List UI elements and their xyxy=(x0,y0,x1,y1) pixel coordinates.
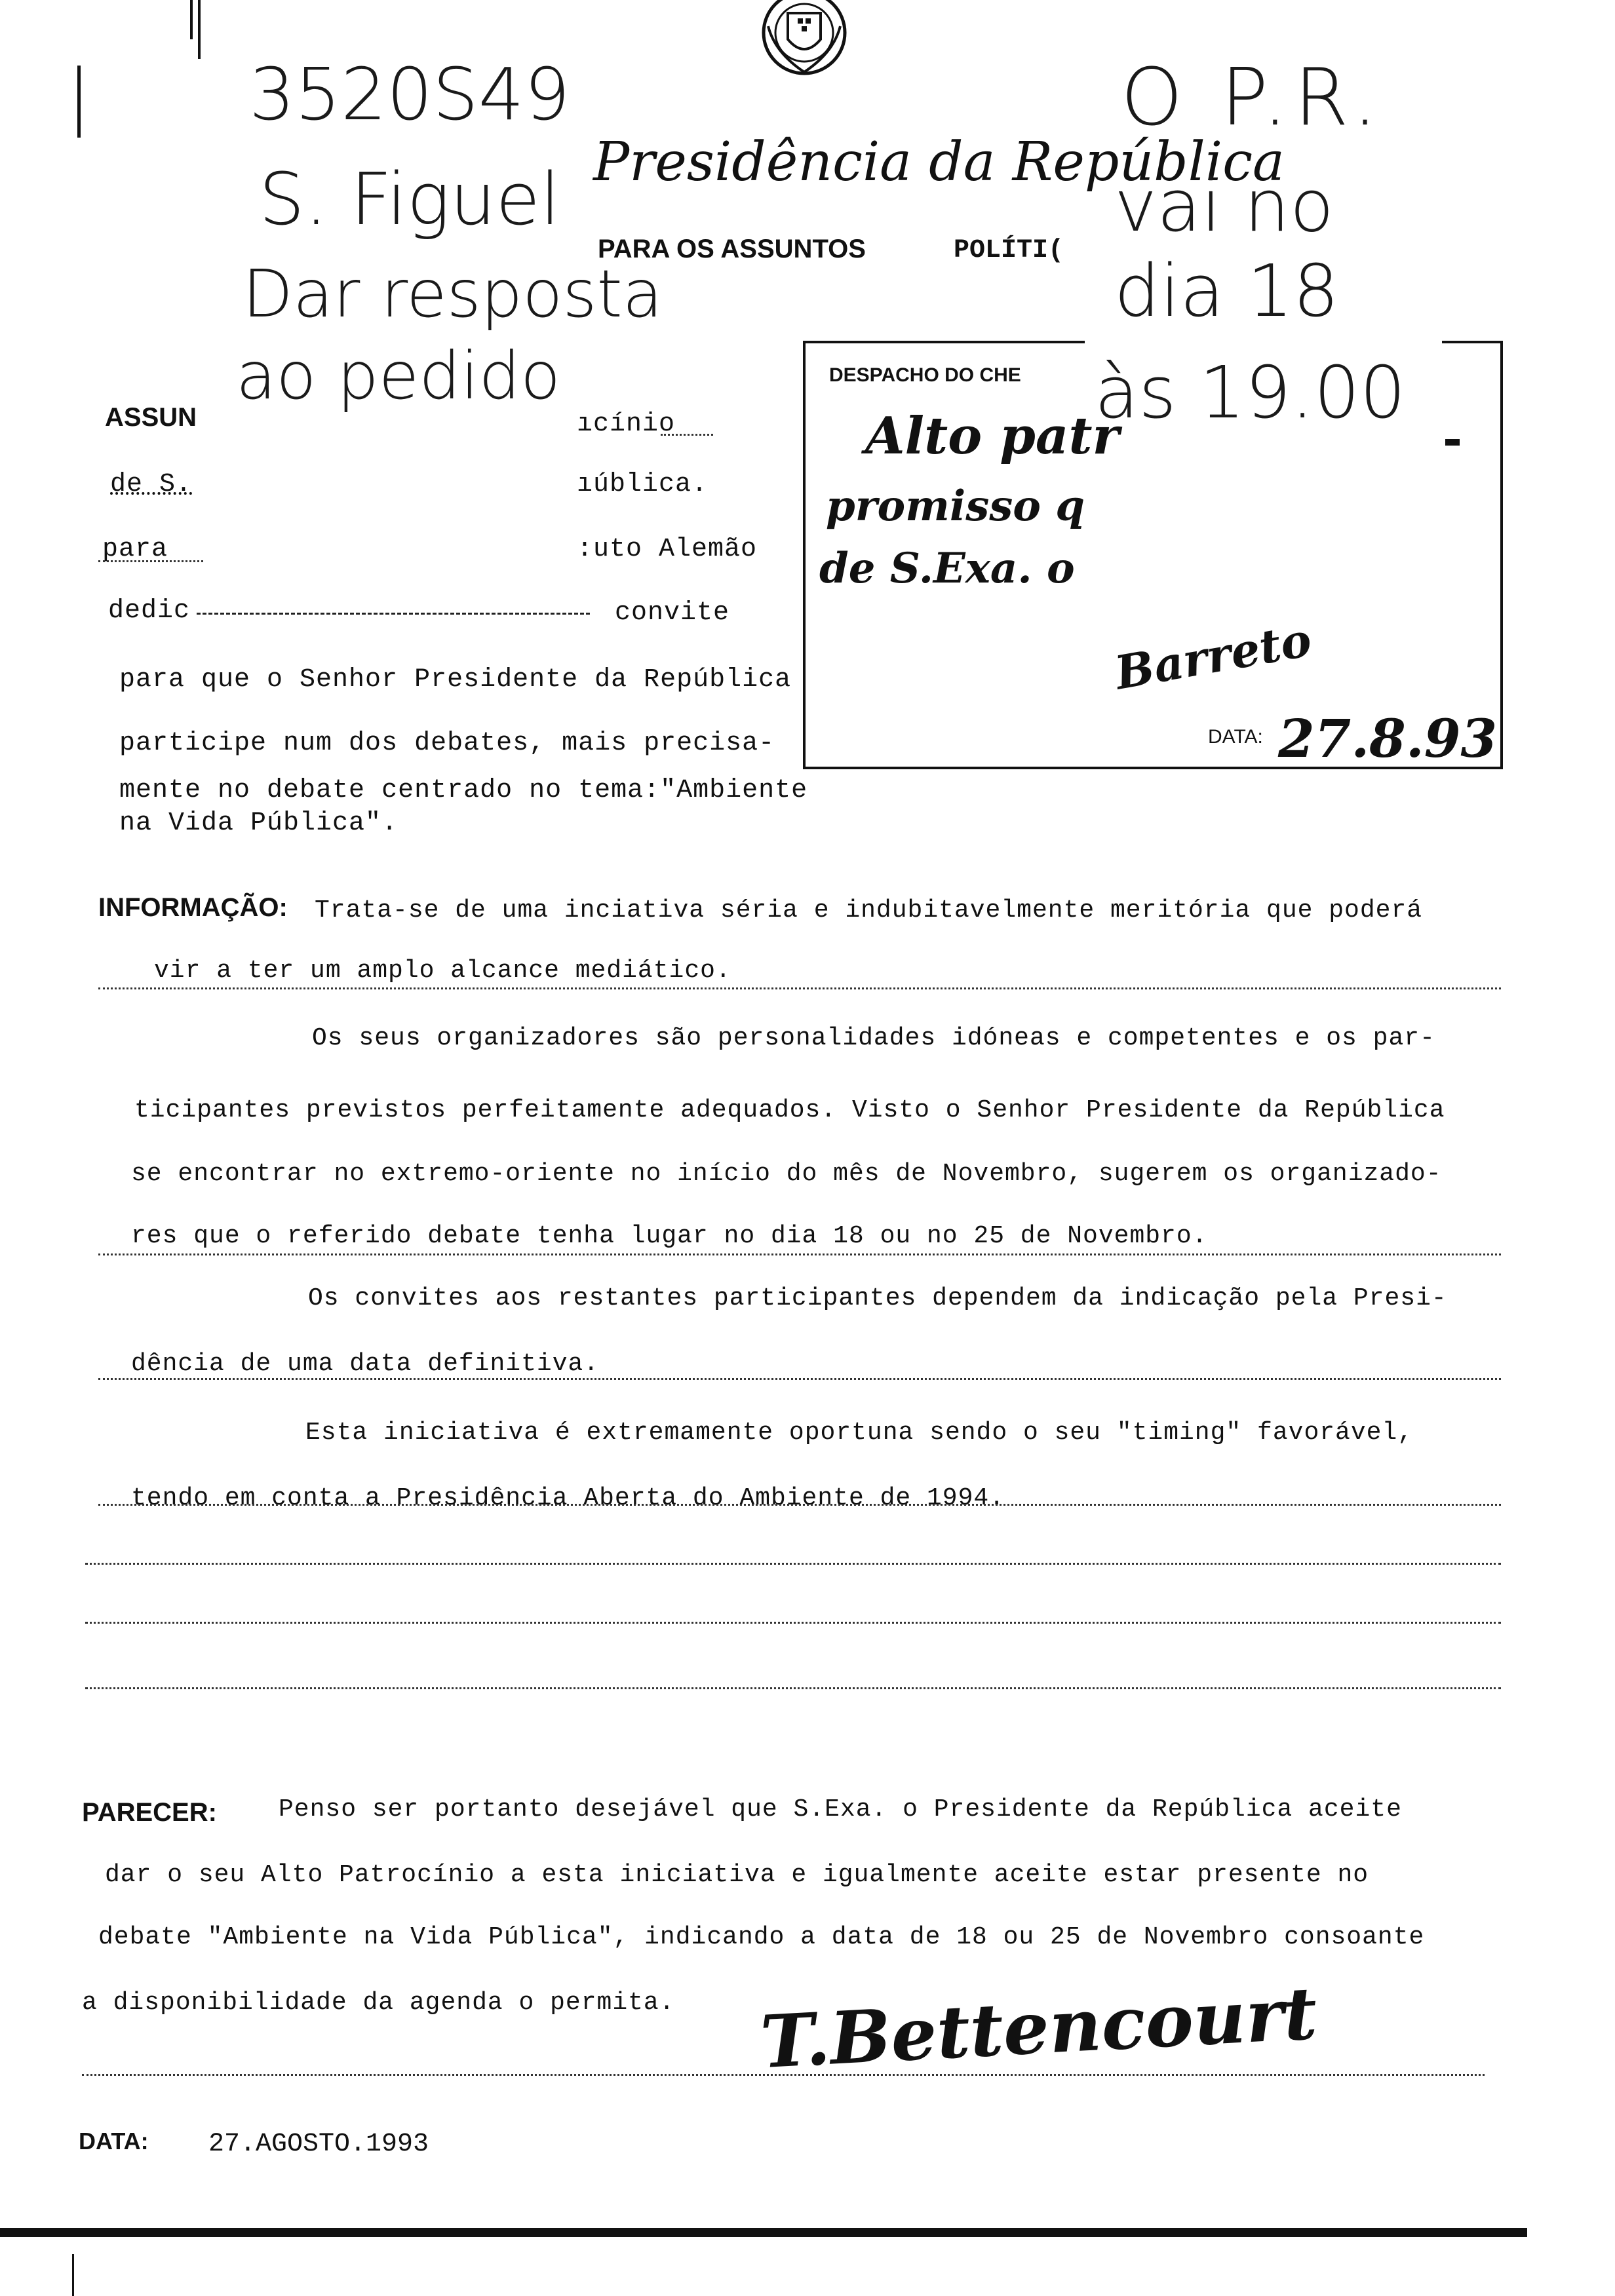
handwritten-note: Dar resposta xyxy=(243,256,663,332)
despacho-handwriting: Alto patr xyxy=(865,406,1119,466)
dotted-rule xyxy=(85,1622,1501,1624)
assunto-fragment: ıcínio xyxy=(577,410,676,439)
parecer-line: debate "Ambiente na Vida Pública", indicando a data de 18 ou 25 de Novembro consoante xyxy=(98,1923,1425,1951)
informacao-line: se encontrar no extremo-oriente no início do mês de Novembro, sugerem os organizado- xyxy=(131,1160,1442,1188)
assunto-fragment: de S. xyxy=(110,470,193,499)
informacao-line: ticipantes previstos perfeitamente adequados. Visto o Senhor Presidente da República xyxy=(134,1096,1445,1124)
header-subtitle-left: PARA OS ASSUNTOS xyxy=(598,235,866,263)
dotted-rule xyxy=(85,1687,1501,1689)
despacho-handwriting: promisso q xyxy=(826,482,1085,531)
coat-of-arms-emblem xyxy=(742,0,866,102)
informacao-line: vir a ter um amplo alcance mediático. xyxy=(154,957,731,985)
assunto-text: participe num dos debates, mais precisa- xyxy=(119,729,775,758)
dotted-rule xyxy=(98,987,1501,989)
scan-edge-mark xyxy=(190,0,193,39)
assunto-fragment: dedic xyxy=(108,596,191,626)
informacao-line: Os convites aos restantes participantes dependem da indicação pela Presi- xyxy=(308,1284,1447,1312)
dotted-rule xyxy=(98,1378,1501,1380)
informacao-line: Trata-se de uma inciativa séria e indubitavelmente meritória que poderá xyxy=(315,896,1423,925)
despacho-box-top xyxy=(803,341,1085,343)
dotted-rule xyxy=(98,1504,1501,1506)
institution-title: Presidência da República xyxy=(593,131,1285,193)
dotted-rule xyxy=(661,434,713,436)
parecer-signature: T.Bettencourt xyxy=(758,1970,1319,2085)
informacao-line: dência de uma data definitiva. xyxy=(131,1350,600,1378)
despacho-date-value: 27.8.93 xyxy=(1278,708,1498,769)
informacao-label: INFORMAÇÃO: xyxy=(98,893,288,922)
handwritten-opr: às 19.00 xyxy=(1095,351,1406,434)
header-subtitle-right: POLÍTI( xyxy=(954,236,1064,265)
ink-dash xyxy=(1445,439,1460,446)
handwritten-ref-name: S. Figuel xyxy=(259,157,560,241)
parecer-line: dar o seu Alto Patrocínio a esta iniciativa e igualmente aceite estar presente no xyxy=(105,1861,1369,1889)
informacao-line: res que o referido debate tenha lugar no dia 18 ou no 25 de Novembro. xyxy=(131,1222,1208,1250)
footer-date-value: 27.AGOSTO.1993 xyxy=(208,2130,429,2159)
assunto-fragment: ıública. xyxy=(577,470,709,499)
despacho-box-top xyxy=(1442,341,1501,343)
footer-date-label: DATA: xyxy=(79,2128,149,2154)
handwritten-opr: dia 18 xyxy=(1114,249,1339,333)
despacho-handwriting: de S.Exa. o xyxy=(819,544,1075,593)
handwritten-note: ao pedido xyxy=(236,337,561,414)
assunto-text: para que o Senhor Presidente da República xyxy=(119,665,792,695)
assunto-fragment: convite xyxy=(615,598,730,628)
dotted-rule xyxy=(98,560,203,562)
parecer-line: Penso ser portanto desejável que S.Exa. o Presidente da República aceite xyxy=(279,1795,1402,1824)
scan-edge-mark xyxy=(72,2254,74,2296)
assunto-text: mente no debate centrado no tema:"Ambiente xyxy=(119,776,808,805)
assunto-fragment: :uto Alemão xyxy=(577,535,758,564)
struck-line xyxy=(197,613,590,615)
assunto-text: na Vida Pública". xyxy=(119,809,399,838)
handwritten-opr: vai no xyxy=(1114,164,1334,248)
despacho-date-label: DATA: xyxy=(1208,726,1263,748)
dotted-rule xyxy=(85,1563,1501,1565)
scan-edge-mark xyxy=(198,0,201,59)
informacao-line: Os seus organizadores são personalidades idóneas e competentes e os par- xyxy=(312,1024,1435,1052)
informacao-line: Esta iniciativa é extremamente oportuna sendo o seu "timing" favorável, xyxy=(305,1419,1414,1447)
handwritten-opr: O P.R. xyxy=(1121,52,1384,144)
despacho-signature: Barreto xyxy=(1111,612,1315,700)
dotted-rule xyxy=(98,1253,1501,1255)
bottom-rule xyxy=(0,2228,1527,2237)
informacao-line: tendo em conta a Presidência Aberta do Ambiente de 1994. xyxy=(131,1484,1005,1512)
assunto-label: ASSUN xyxy=(105,403,197,432)
scan-edge-mark xyxy=(77,66,81,138)
parecer-label: PARECER: xyxy=(82,1798,217,1827)
assunto-fragment: para xyxy=(102,535,168,564)
despacho-label: DESPACHO DO CHE xyxy=(829,364,1021,386)
parecer-line: a disponibilidade da agenda o permita. xyxy=(82,1989,675,2017)
handwritten-ref-number: 3520S49 xyxy=(249,52,570,136)
